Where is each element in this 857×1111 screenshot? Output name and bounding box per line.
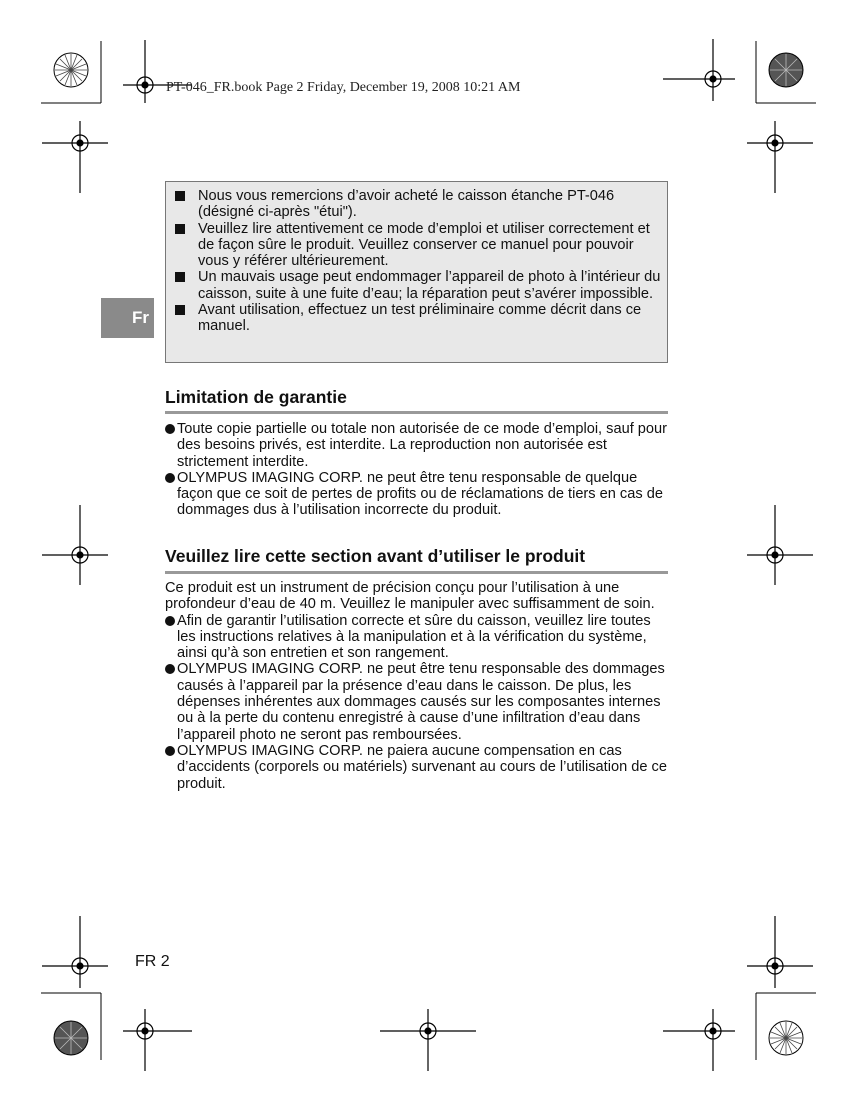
notice-item: Avant utilisation, effectuez un test préliminaire comme décrit dans ce manuel.: [175, 302, 661, 335]
bullet-icon: [165, 473, 175, 483]
warranty-list: [165, 421, 670, 519]
heading-rule: [165, 411, 668, 414]
list-item: Toute copie partielle ou totale non autorisée de ce mode d’emploi, sauf pour des besoins privés, est interdite. La reproduction non autorisée est strictement interdite.: [165, 421, 670, 470]
warranty-heading: Limitation de garantie: [165, 387, 347, 407]
page-number: FR 2: [135, 953, 170, 970]
bullet-icon: [165, 664, 175, 674]
square-bullet-icon: [175, 191, 185, 201]
registration-target-icon: [768, 52, 804, 88]
square-bullet-icon: [175, 305, 185, 315]
print-header: PT-046_FR.book Page 2 Friday, December 19, 2008 10:21 AM: [166, 80, 521, 95]
language-tab: Fr: [101, 298, 154, 338]
list-item: Afin de garantir l’utilisation correcte et sûre du caisson, veuillez lire toutes les instructions relatives à la manipulation et à la vérification du système, ainsi qu’à son entretien et son rangement.: [165, 613, 670, 662]
registration-target-icon: [53, 1020, 89, 1056]
read-section-body: [165, 580, 670, 792]
bullet-icon: [165, 746, 175, 756]
square-bullet-icon: [175, 224, 185, 234]
notice-box: [165, 181, 668, 363]
list-item: OLYMPUS IMAGING CORP. ne peut être tenu responsable des dommages causés à l’appareil par la présence d’eau dans le caisson. De plus, les dépenses inhérentes aux dommages causés sur les composantes internes ou à la perte du contenu enregistré à cause d’une infiltration d’eau dans l’appareil photo ne seront pas remboursées.: [165, 661, 670, 742]
square-bullet-icon: [175, 272, 185, 282]
bullet-icon: [165, 424, 175, 434]
registration-target-icon: [768, 1020, 804, 1056]
notice-item: Veuillez lire attentivement ce mode d’emploi et utiliser correctement et de façon sûre le produit. Veuillez conserver ce manuel pour pouvoir vous y référer ultérieurement.: [175, 221, 661, 270]
intro-paragraph: Ce produit est un instrument de précision conçu pour l’utilisation à une profondeur d’eau de 40 m. Veuillez le manipuler avec suffisamment de soin.: [165, 580, 655, 613]
read-section-heading: Veuillez lire cette section avant d’utiliser le produit: [165, 546, 586, 566]
notice-item: Un mauvais usage peut endommager l’appareil de photo à l’intérieur du caisson, suite à une fuite d’eau; la réparation peut s’avérer impossible.: [175, 269, 661, 302]
heading-rule: [165, 571, 668, 574]
bullet-icon: [165, 616, 175, 626]
registration-target-icon: [53, 52, 89, 88]
list-item: OLYMPUS IMAGING CORP. ne paiera aucune compensation en cas d’accidents (corporels ou matériels) survenant au cours de l’utilisation de ce produit.: [165, 743, 670, 792]
list-item: OLYMPUS IMAGING CORP. ne peut être tenu responsable de quelque façon que ce soit de pertes de profits ou de réclamations de tiers en cas de dommages dus à l’utilisation incorrecte du produit.: [165, 470, 670, 519]
notice-item: Nous vous remercions d’avoir acheté le caisson étanche PT-046 (désigné ci-après "étui").: [175, 188, 661, 221]
